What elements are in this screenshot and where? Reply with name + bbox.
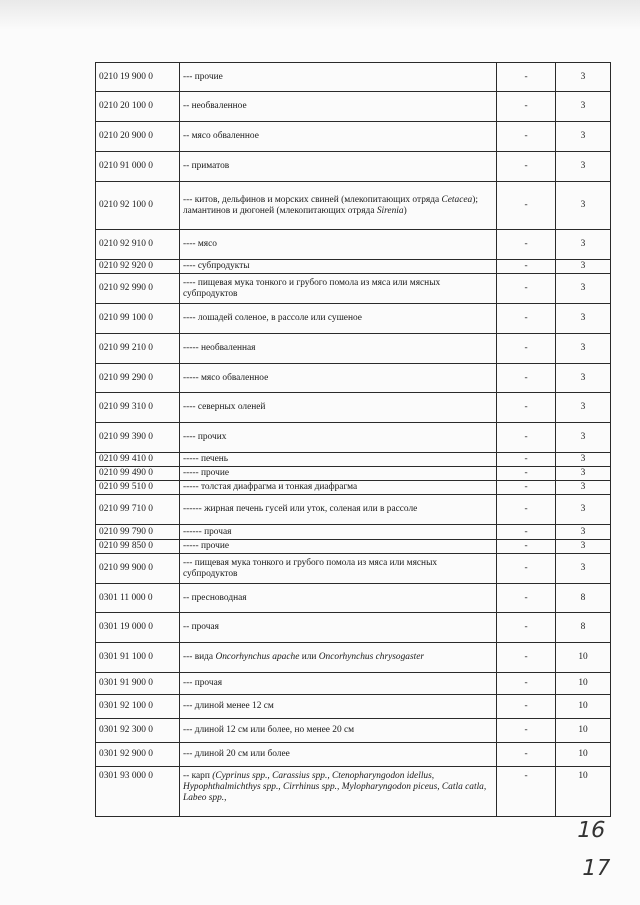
description-text: или xyxy=(299,652,319,662)
rate-cell: 10 xyxy=(556,695,611,719)
description-text: ----- прочие xyxy=(183,541,229,551)
latin-name-text: Oncorhynchus apache xyxy=(215,652,300,662)
dash-cell: - xyxy=(497,304,556,334)
tariff-code-cell: 0301 92 100 0 xyxy=(96,695,180,719)
rate-cell: 3 xyxy=(556,423,611,453)
tariff-code-cell: 0210 99 850 0 xyxy=(96,540,180,554)
description-cell xyxy=(180,695,497,719)
handwritten-page-number-17: 17 xyxy=(579,856,613,881)
rate-cell: 10 xyxy=(556,673,611,695)
table-row xyxy=(96,525,611,540)
description-text: ----- прочие xyxy=(183,468,229,478)
table-row xyxy=(96,230,611,260)
description-text: ----- мясо обваленное xyxy=(183,372,269,383)
description-text: ) xyxy=(403,205,407,216)
description-cell xyxy=(180,525,497,540)
table-row xyxy=(96,673,611,695)
description-cell xyxy=(180,423,497,453)
description-cell xyxy=(180,767,497,817)
dash-cell: - xyxy=(497,122,556,152)
rate-cell: 3 xyxy=(556,230,611,260)
rate-cell: 10 xyxy=(556,643,611,673)
description-text: --- вида xyxy=(183,652,216,662)
description-text: ------ жирная печень гусей или уток, соленая или в рассоле xyxy=(183,504,418,514)
rate-cell: 3 xyxy=(556,481,611,495)
table-row xyxy=(96,719,611,743)
rate-cell: 3 xyxy=(556,554,611,584)
dash-cell: - xyxy=(497,423,556,453)
rate-cell: 10 xyxy=(556,767,611,817)
tariff-code-cell: 0210 99 390 0 xyxy=(96,423,180,453)
tariff-code-cell: 0301 91 100 0 xyxy=(96,643,180,673)
rate-cell: 3 xyxy=(556,495,611,525)
description-text: ); ламантинов и дюгоней (млекопитающих отряда xyxy=(183,194,478,216)
table-row xyxy=(96,334,611,364)
dash-cell: - xyxy=(497,495,556,525)
rate-cell: 3 xyxy=(556,92,611,122)
rate-cell: 3 xyxy=(556,304,611,334)
rate-cell: 3 xyxy=(556,525,611,540)
tariff-code-cell: 0301 92 900 0 xyxy=(96,743,180,767)
description-cell xyxy=(180,393,497,423)
dash-cell: - xyxy=(497,182,556,230)
description-cell xyxy=(180,719,497,743)
tariff-code-cell: 0210 99 510 0 xyxy=(96,481,180,495)
description-text: ----- необваленная xyxy=(183,343,256,353)
tariff-code-cell: 0210 99 210 0 xyxy=(96,334,180,364)
description-cell xyxy=(180,334,497,364)
dash-cell: - xyxy=(497,453,556,467)
description-cell xyxy=(180,495,497,525)
table-row xyxy=(96,743,611,767)
description-cell xyxy=(180,274,497,304)
description-text: ---- мясо xyxy=(183,239,217,249)
description-cell xyxy=(180,467,497,481)
rate-cell: 3 xyxy=(556,63,611,92)
table-row xyxy=(96,122,611,152)
table-row xyxy=(96,467,611,481)
dash-cell: - xyxy=(497,481,556,495)
dash-cell: - xyxy=(497,260,556,274)
tariff-code-cell: 0210 91 000 0 xyxy=(96,152,180,182)
dash-cell: - xyxy=(497,767,556,817)
description-text: --- длиной менее 12 см xyxy=(183,701,274,711)
table-row xyxy=(96,481,611,495)
description-text: -- прочая xyxy=(183,622,219,632)
description-cell xyxy=(180,554,497,584)
dash-cell: - xyxy=(497,695,556,719)
description-text: --- китов, дельфинов и морских свиней (млекопитающих отряда xyxy=(183,194,442,205)
dash-cell: - xyxy=(497,364,556,393)
description-cell xyxy=(180,152,497,182)
tariff-code-cell: 0301 92 300 0 xyxy=(96,719,180,743)
table-row xyxy=(96,540,611,554)
dash-cell: - xyxy=(497,274,556,304)
rate-cell: 3 xyxy=(556,122,611,152)
dash-cell: - xyxy=(497,230,556,260)
dash-cell: - xyxy=(497,63,556,92)
description-text: ---- пищевая мука тонкого и грубого помола из мяса или мясных субпродуктов xyxy=(183,277,441,299)
description-text: ---- северных оленей xyxy=(183,402,266,412)
tariff-code-cell: 0210 99 710 0 xyxy=(96,495,180,525)
description-cell xyxy=(180,182,497,230)
description-cell xyxy=(180,122,497,152)
table-row xyxy=(96,495,611,525)
tariff-code-cell: 0210 99 290 0 xyxy=(96,364,180,393)
tariff-code-cell: 0210 92 100 0 xyxy=(96,182,180,230)
rate-cell: 10 xyxy=(556,719,611,743)
table-row xyxy=(96,643,611,673)
description-text: ----- толстая диафрагма и тонкая диафрагма xyxy=(183,482,358,492)
dash-cell: - xyxy=(497,554,556,584)
description-text: --- пищевая мука тонкого и грубого помола из мяса или мясных субпродуктов xyxy=(183,557,438,579)
dash-cell: - xyxy=(497,467,556,481)
table-row xyxy=(96,423,611,453)
table-row xyxy=(96,613,611,643)
table-row xyxy=(96,63,611,92)
rate-cell: 3 xyxy=(556,260,611,274)
description-cell xyxy=(180,481,497,495)
dash-cell: - xyxy=(497,613,556,643)
description-cell xyxy=(180,230,497,260)
table-row xyxy=(96,393,611,423)
dash-cell: - xyxy=(497,92,556,122)
table-row xyxy=(96,152,611,182)
tariff-code-cell: 0210 20 900 0 xyxy=(96,122,180,152)
rate-cell: 3 xyxy=(556,453,611,467)
dash-cell: - xyxy=(497,743,556,767)
table-row xyxy=(96,304,611,334)
table-row xyxy=(96,364,611,393)
tariff-code-cell: 0301 11 000 0 xyxy=(96,584,180,613)
table-row xyxy=(96,182,611,230)
dash-cell: - xyxy=(497,643,556,673)
description-cell xyxy=(180,540,497,554)
description-text: --- длиной 12 см или более, но менее 20 см xyxy=(183,725,355,735)
latin-name-text: (Cyprinus spp., Carassius spp., Ctenopharyngodon idellus, Hypophthalmichthys spp., Cirrhinus spp., Mylopharyngodon piceus, Catla catla, Labeo spp., xyxy=(183,771,487,803)
tariff-table xyxy=(95,62,611,817)
description-cell xyxy=(180,364,497,393)
tariff-code-cell: 0210 99 490 0 xyxy=(96,467,180,481)
description-cell xyxy=(180,673,497,695)
rate-cell: 3 xyxy=(556,364,611,393)
table-row xyxy=(96,274,611,304)
rate-cell: 3 xyxy=(556,152,611,182)
description-cell xyxy=(180,643,497,673)
description-text: ----- печень xyxy=(183,454,229,464)
scan-shade xyxy=(0,0,640,30)
latin-name-text: Sirenia xyxy=(376,205,404,216)
table-row xyxy=(96,554,611,584)
tariff-code-cell: 0210 19 900 0 xyxy=(96,63,180,92)
dash-cell: - xyxy=(497,584,556,613)
dash-cell: - xyxy=(497,719,556,743)
rate-cell: 8 xyxy=(556,584,611,613)
description-cell xyxy=(180,260,497,274)
tariff-code-cell: 0210 99 310 0 xyxy=(96,393,180,423)
tariff-code-cell: 0210 20 100 0 xyxy=(96,92,180,122)
tariff-code-cell: 0301 19 000 0 xyxy=(96,613,180,643)
dash-cell: - xyxy=(497,673,556,695)
latin-name-text: Oncorhynchus chrysogaster xyxy=(318,652,425,662)
description-text: ---- прочих xyxy=(183,432,227,442)
tariff-table-body xyxy=(96,63,611,817)
description-text: -- пресноводная xyxy=(183,592,247,603)
description-text: --- прочие xyxy=(183,71,223,82)
tariff-code-cell: 0210 92 920 0 xyxy=(96,260,180,274)
handwritten-page-number-16: 16 xyxy=(574,818,608,843)
dash-cell: - xyxy=(497,525,556,540)
tariff-code-cell: 0210 92 910 0 xyxy=(96,230,180,260)
description-cell xyxy=(180,304,497,334)
table-row xyxy=(96,92,611,122)
description-text: ------ прочая xyxy=(183,526,232,537)
rate-cell: 3 xyxy=(556,393,611,423)
tariff-code-cell: 0210 92 990 0 xyxy=(96,274,180,304)
table-row xyxy=(96,695,611,719)
tariff-code-cell: 0301 91 900 0 xyxy=(96,673,180,695)
description-cell xyxy=(180,63,497,92)
dash-cell: - xyxy=(497,334,556,364)
dash-cell: - xyxy=(497,152,556,182)
rate-cell: 3 xyxy=(556,540,611,554)
latin-name-text: Cetacea xyxy=(441,194,473,205)
description-text: ---- лошадей соленое, в рассоле или сушеное xyxy=(183,313,362,323)
rate-cell: 3 xyxy=(556,274,611,304)
description-cell xyxy=(180,743,497,767)
description-text: -- карп xyxy=(183,771,213,781)
table-row xyxy=(96,453,611,467)
description-text: --- длиной 20 см или более xyxy=(183,749,290,759)
description-cell xyxy=(180,92,497,122)
tariff-code-cell: 0210 99 100 0 xyxy=(96,304,180,334)
description-text: -- мясо обваленное xyxy=(183,131,259,141)
tariff-code-cell: 0210 99 790 0 xyxy=(96,525,180,540)
rate-cell: 8 xyxy=(556,613,611,643)
table-row xyxy=(96,260,611,274)
description-cell xyxy=(180,584,497,613)
description-text: ---- субпродукты xyxy=(183,261,250,271)
dash-cell: - xyxy=(497,540,556,554)
table-row xyxy=(96,767,611,817)
description-text: -- приматов xyxy=(183,161,230,171)
description-text: -- необваленное xyxy=(183,101,247,111)
rate-cell: 3 xyxy=(556,334,611,364)
description-cell xyxy=(180,453,497,467)
rate-cell: 3 xyxy=(556,182,611,230)
tariff-code-cell: 0210 99 410 0 xyxy=(96,453,180,467)
description-cell xyxy=(180,613,497,643)
rate-cell: 10 xyxy=(556,743,611,767)
dash-cell: - xyxy=(497,393,556,423)
tariff-code-cell: 0301 93 000 0 xyxy=(96,767,180,817)
description-text: --- прочая xyxy=(183,678,223,688)
rate-cell: 3 xyxy=(556,467,611,481)
table-row xyxy=(96,584,611,613)
tariff-code-cell: 0210 99 900 0 xyxy=(96,554,180,584)
